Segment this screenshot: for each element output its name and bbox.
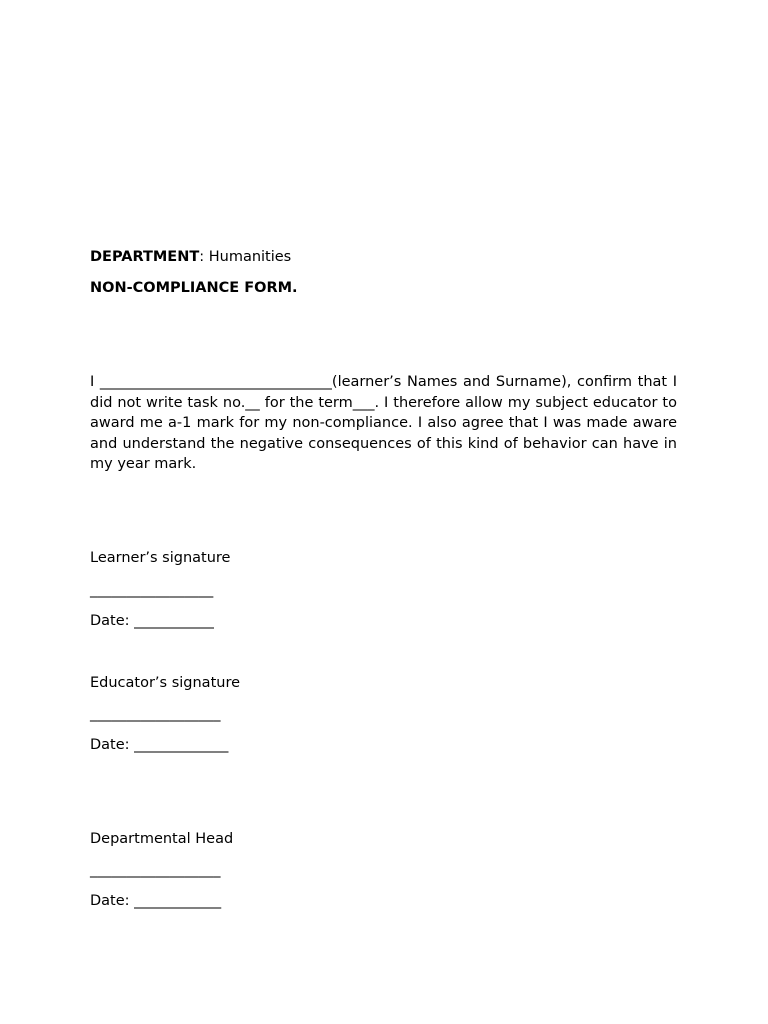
department-line bbox=[90, 247, 291, 268]
educator-signature-label: Educator’s signature bbox=[90, 675, 241, 691]
learner-signature-line: _________________ bbox=[90, 582, 214, 598]
form-title: NON-COMPLIANCE FORM. bbox=[90, 280, 298, 296]
head-signature-label: Departmental Head bbox=[90, 831, 234, 847]
compliance-statement: I ________________________________(learner’s Names and Surname), confirm that I did not write task no.__ for the term___. I therefore allow my subject educator to award me a-1 mark for my non-compliance. I also agree that I was made aware and understand the negative consequences of this kind of behavior can have in my year mark. bbox=[90, 374, 677, 473]
head-date: Date: ____________ bbox=[90, 893, 222, 909]
department-label: DEPARTMENT bbox=[90, 249, 200, 265]
learner-date: Date: ___________ bbox=[90, 613, 214, 629]
head-signature-line: __________________ bbox=[90, 862, 221, 878]
educator-date: Date: _____________ bbox=[90, 737, 229, 753]
department-value: : Humanities bbox=[199, 249, 292, 265]
educator-signature-line: __________________ bbox=[90, 706, 221, 722]
learner-signature-label: Learner’s signature bbox=[90, 550, 231, 566]
